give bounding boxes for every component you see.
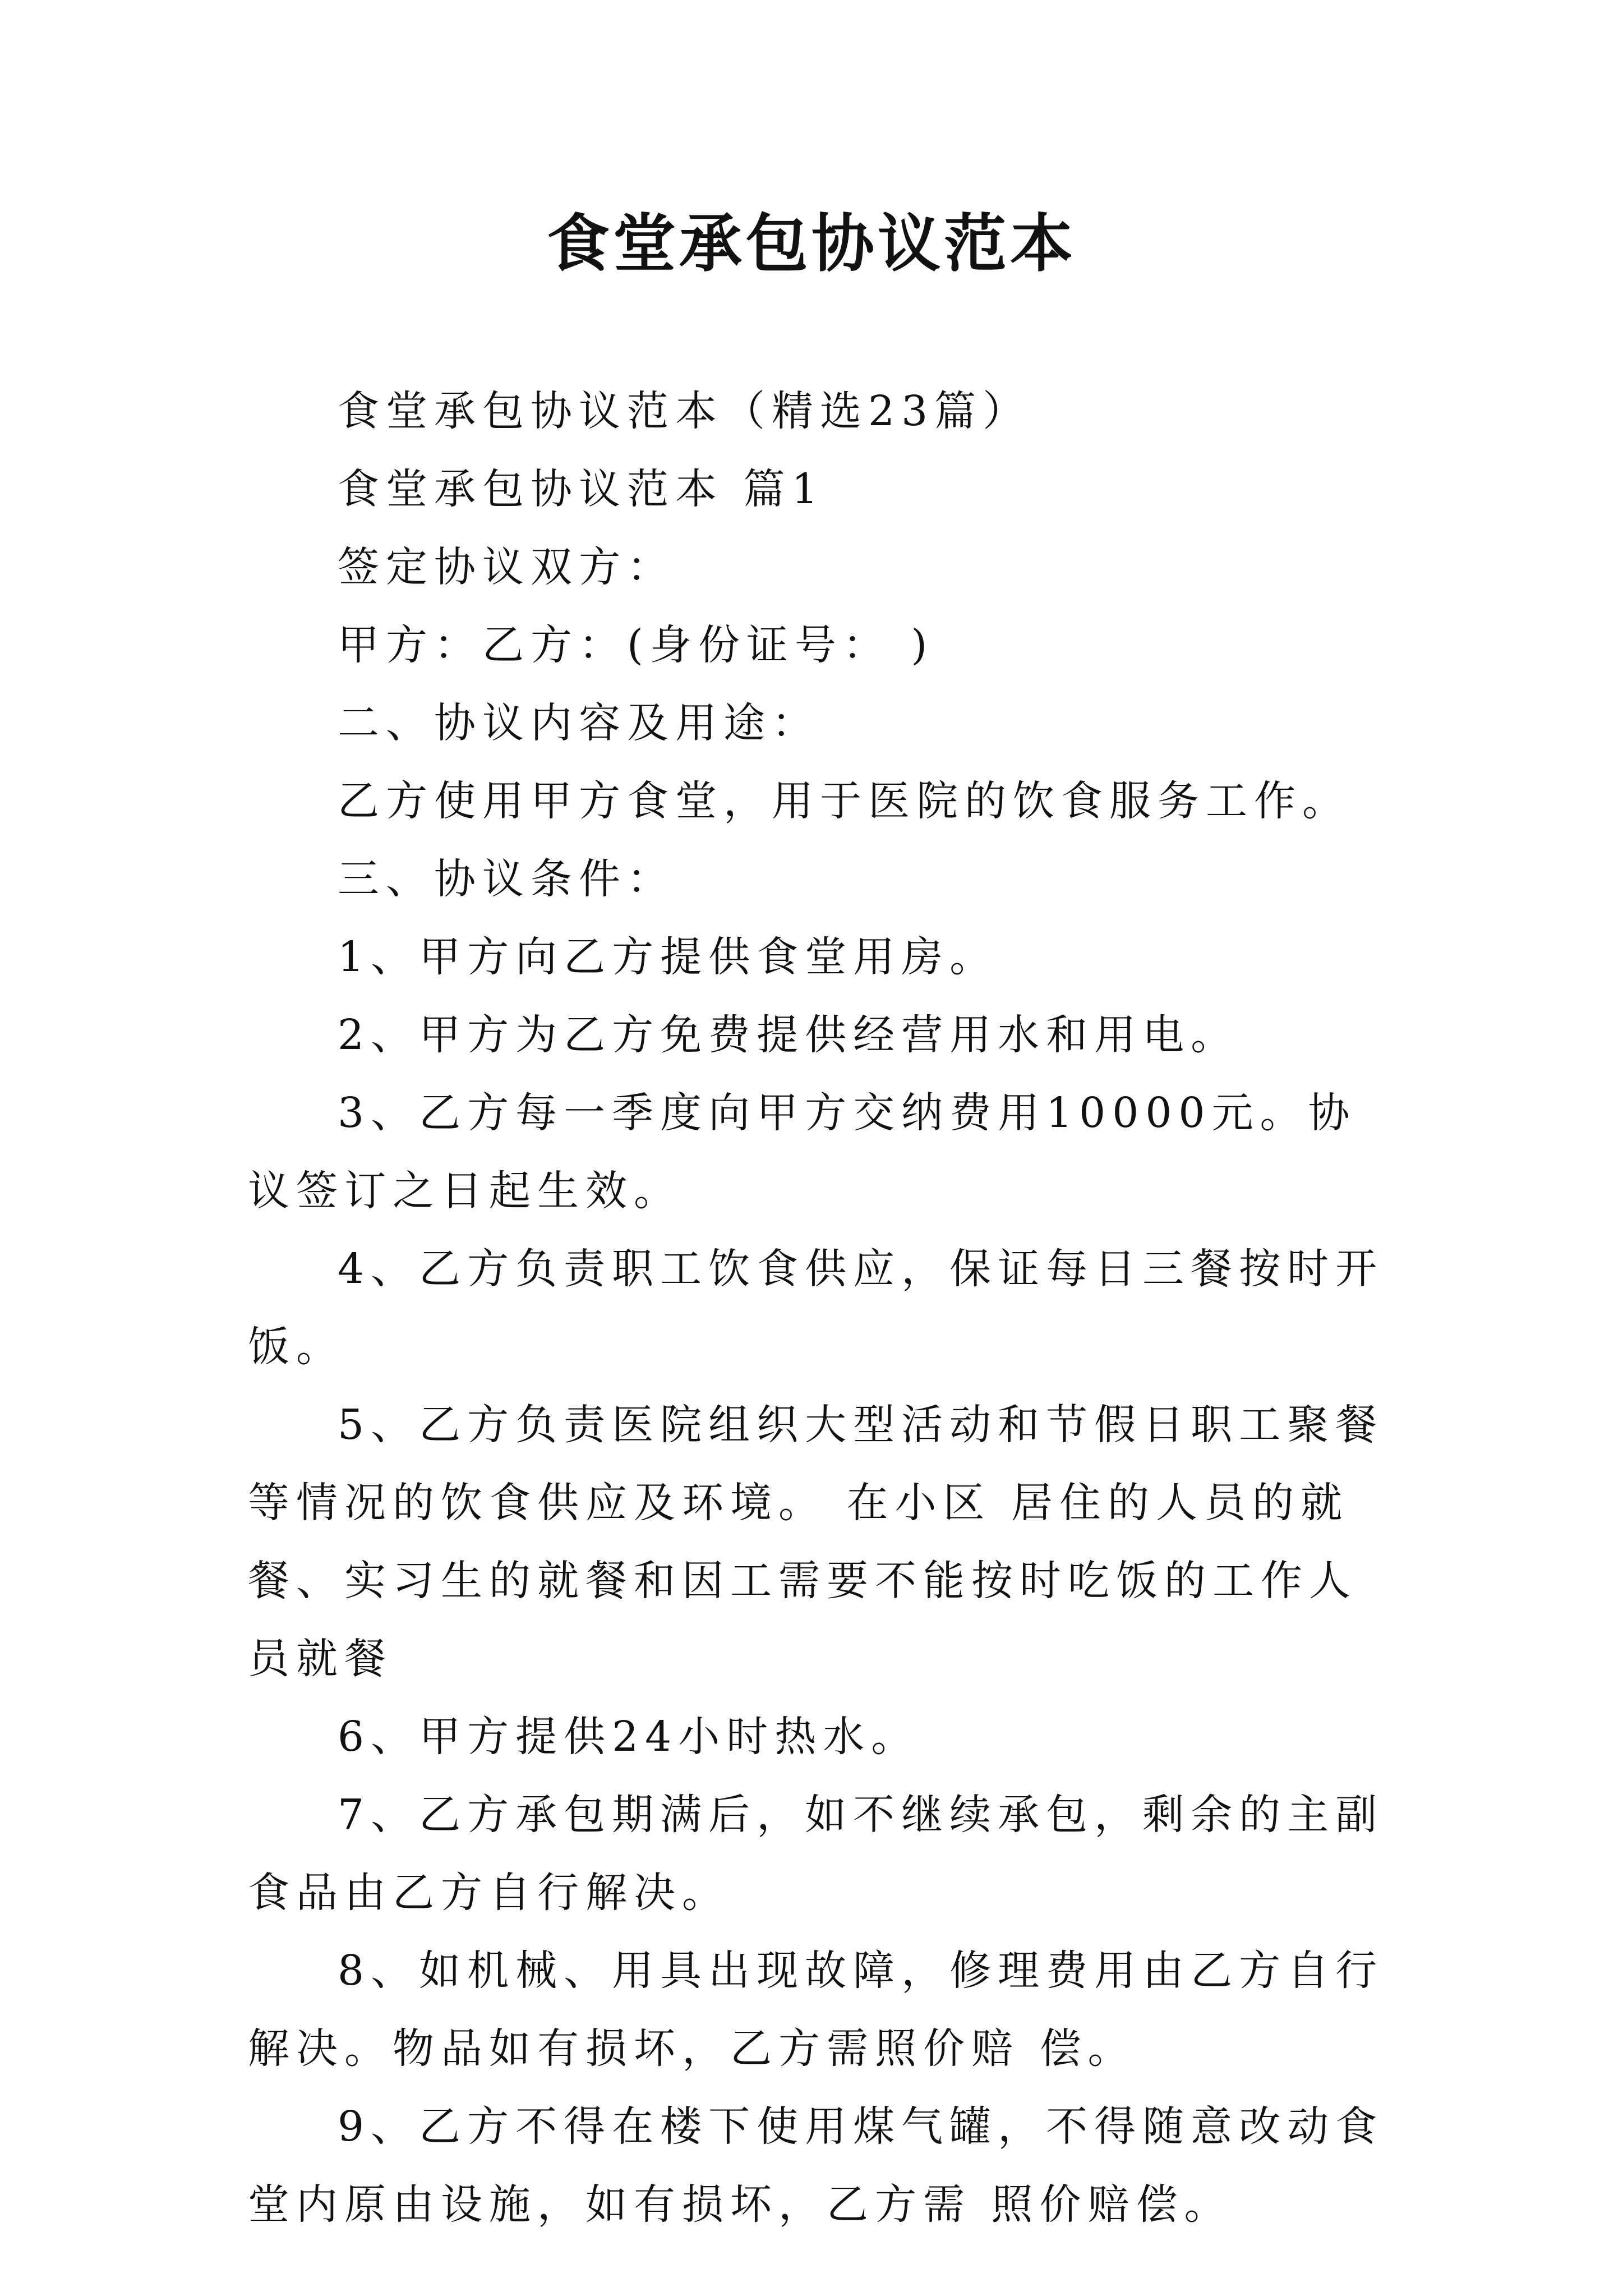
paragraph-content-heading: 二、协议内容及用途： [338,699,820,747]
paragraph-clause-2: 2、甲方为乙方免费提供经营用水和用电。 [338,1011,1239,1059]
paragraph-conditions-heading: 三、协议条件： [338,855,675,903]
paragraph-party-a-b: 甲方：乙方：(身份证号： ) [338,621,934,669]
paragraph-clause-3: 3、乙方每一季度向甲方交纳费用10000元。协议签订之日起生效。 [248,1089,1357,1215]
paragraph-parties: 签定协议双方： [338,543,675,591]
paragraph-clause-4: 4、乙方负责职工饮食供应，保证每日三餐按时开饭。 [248,1245,1384,1371]
paragraph-heading-collection: 食堂承包协议范本（精选23篇） [338,387,1031,435]
paragraph-clause-6: 6、甲方提供24小时热水。 [338,1713,920,1761]
paragraph-clause-8: 8、如机械、用具出现故障，修理费用由乙方自行解决。物品如有损坏，乙方需照价赔 偿。 [248,1947,1384,2073]
paragraph-clause-5: 5、乙方负责医院组织大型活动和节假日职工聚餐等情况的饮食供应及环境。 在小区 居住的人员的就餐、实习生的就餐和因工需要不能按时吃饭的工作人员就餐 [248,1401,1384,1683]
document-title: 食堂承包协议范本 [547,207,1076,280]
paragraph-clause-9: 9、乙方不得在楼下使用煤气罐，不得随意改动食堂内原由设施，如有损坏，乙方需 照价赔偿。 [248,2102,1384,2229]
paragraph-clause-7: 7、乙方承包期满后，如不继续承包，剩余的主副食品由乙方自行解决。 [248,1791,1384,1917]
paragraph-section-title: 食堂承包协议范本 篇1 [338,465,825,513]
paragraph-clause-1: 1、甲方向乙方提供食堂用房。 [338,933,998,981]
paragraph-usage: 乙方使用甲方食堂，用于医院的饮食服务工作。 [338,777,1350,825]
document-body [248,372,1386,2244]
